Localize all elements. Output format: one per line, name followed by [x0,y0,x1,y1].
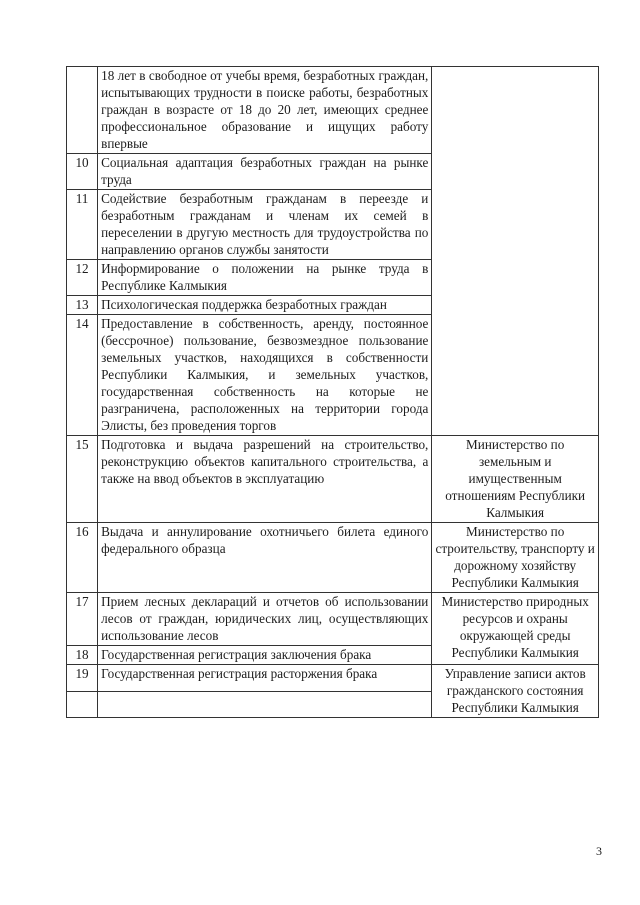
services-table [66,66,599,718]
row-number: 18 [67,646,98,665]
row-number: 10 [67,154,98,190]
service-name: Государственная регистрация заключения брака [98,646,432,665]
agency-construction: Министерство по строительству, транспорту и дорожному хозяйству Республики Калмыкия [432,523,599,593]
table-row [67,665,599,692]
service-name: Государственная регистрация расторжения брака [98,665,432,692]
row-number [67,67,98,154]
row-number: 13 [67,296,98,315]
table-row [67,523,599,593]
service-name: Подготовка и выдача разрешений на строительство, реконструкцию объектов капитального строительства, а также на ввод объектов в эксплуатацию [98,436,432,523]
agency-civil-registry: Управление записи актов гражданского состояния Республики Калмыкия [432,665,599,718]
row-number: 19 [67,665,98,692]
page-number: 3 [596,844,602,858]
service-name: 18 лет в свободное от учебы время, безработных граждан, испытывающих трудности в поиске работы, безработных граждан в возрасте от 18 до 20 лет, имеющих среднее профессиональное образование и ищущих работу впервые [98,67,432,154]
service-name: Психологическая поддержка безработных граждан [98,296,432,315]
agency-land: Министерство по земельным и имущественным отношениям Республики Калмыкия [432,436,599,523]
row-number: 15 [67,436,98,523]
service-name [98,692,432,718]
agency-nature: Министерство природных ресурсов и охраны окружающей среды Республики Калмыкия [432,593,599,665]
row-number: 16 [67,523,98,593]
service-name: Содействие безработным гражданам в переезде и безработным гражданам и членам их семей в переселении в другую местность для трудоустройства по направлению органов службы занятости [98,190,432,260]
service-name: Прием лесных деклараций и отчетов об использовании лесов от граждан, юридических лиц, осуществляющих использование лесов [98,593,432,646]
row-number: 17 [67,593,98,646]
agency-cell-empty [432,67,599,436]
table-row [67,67,599,154]
service-name: Социальная адаптация безработных граждан на рынке труда [98,154,432,190]
row-number: 11 [67,190,98,260]
row-number: 14 [67,315,98,436]
row-number: 12 [67,260,98,296]
service-name: Информирование о положении на рынке труда в Республике Калмыкия [98,260,432,296]
table-row [67,436,599,523]
table-row [67,593,599,646]
service-name: Предоставление в собственность, аренду, постоянное (бессрочное) пользование, безвозмездное пользование земельных участков, находящихся в собственности Республики Калмыкия, и земельных участков, государственная собственность на которые не разграничена, расположенных на территории города Элисты, без проведения торгов [98,315,432,436]
row-number [67,692,98,718]
service-name: Выдача и аннулирование охотничьего билета единого федерального образца [98,523,432,593]
